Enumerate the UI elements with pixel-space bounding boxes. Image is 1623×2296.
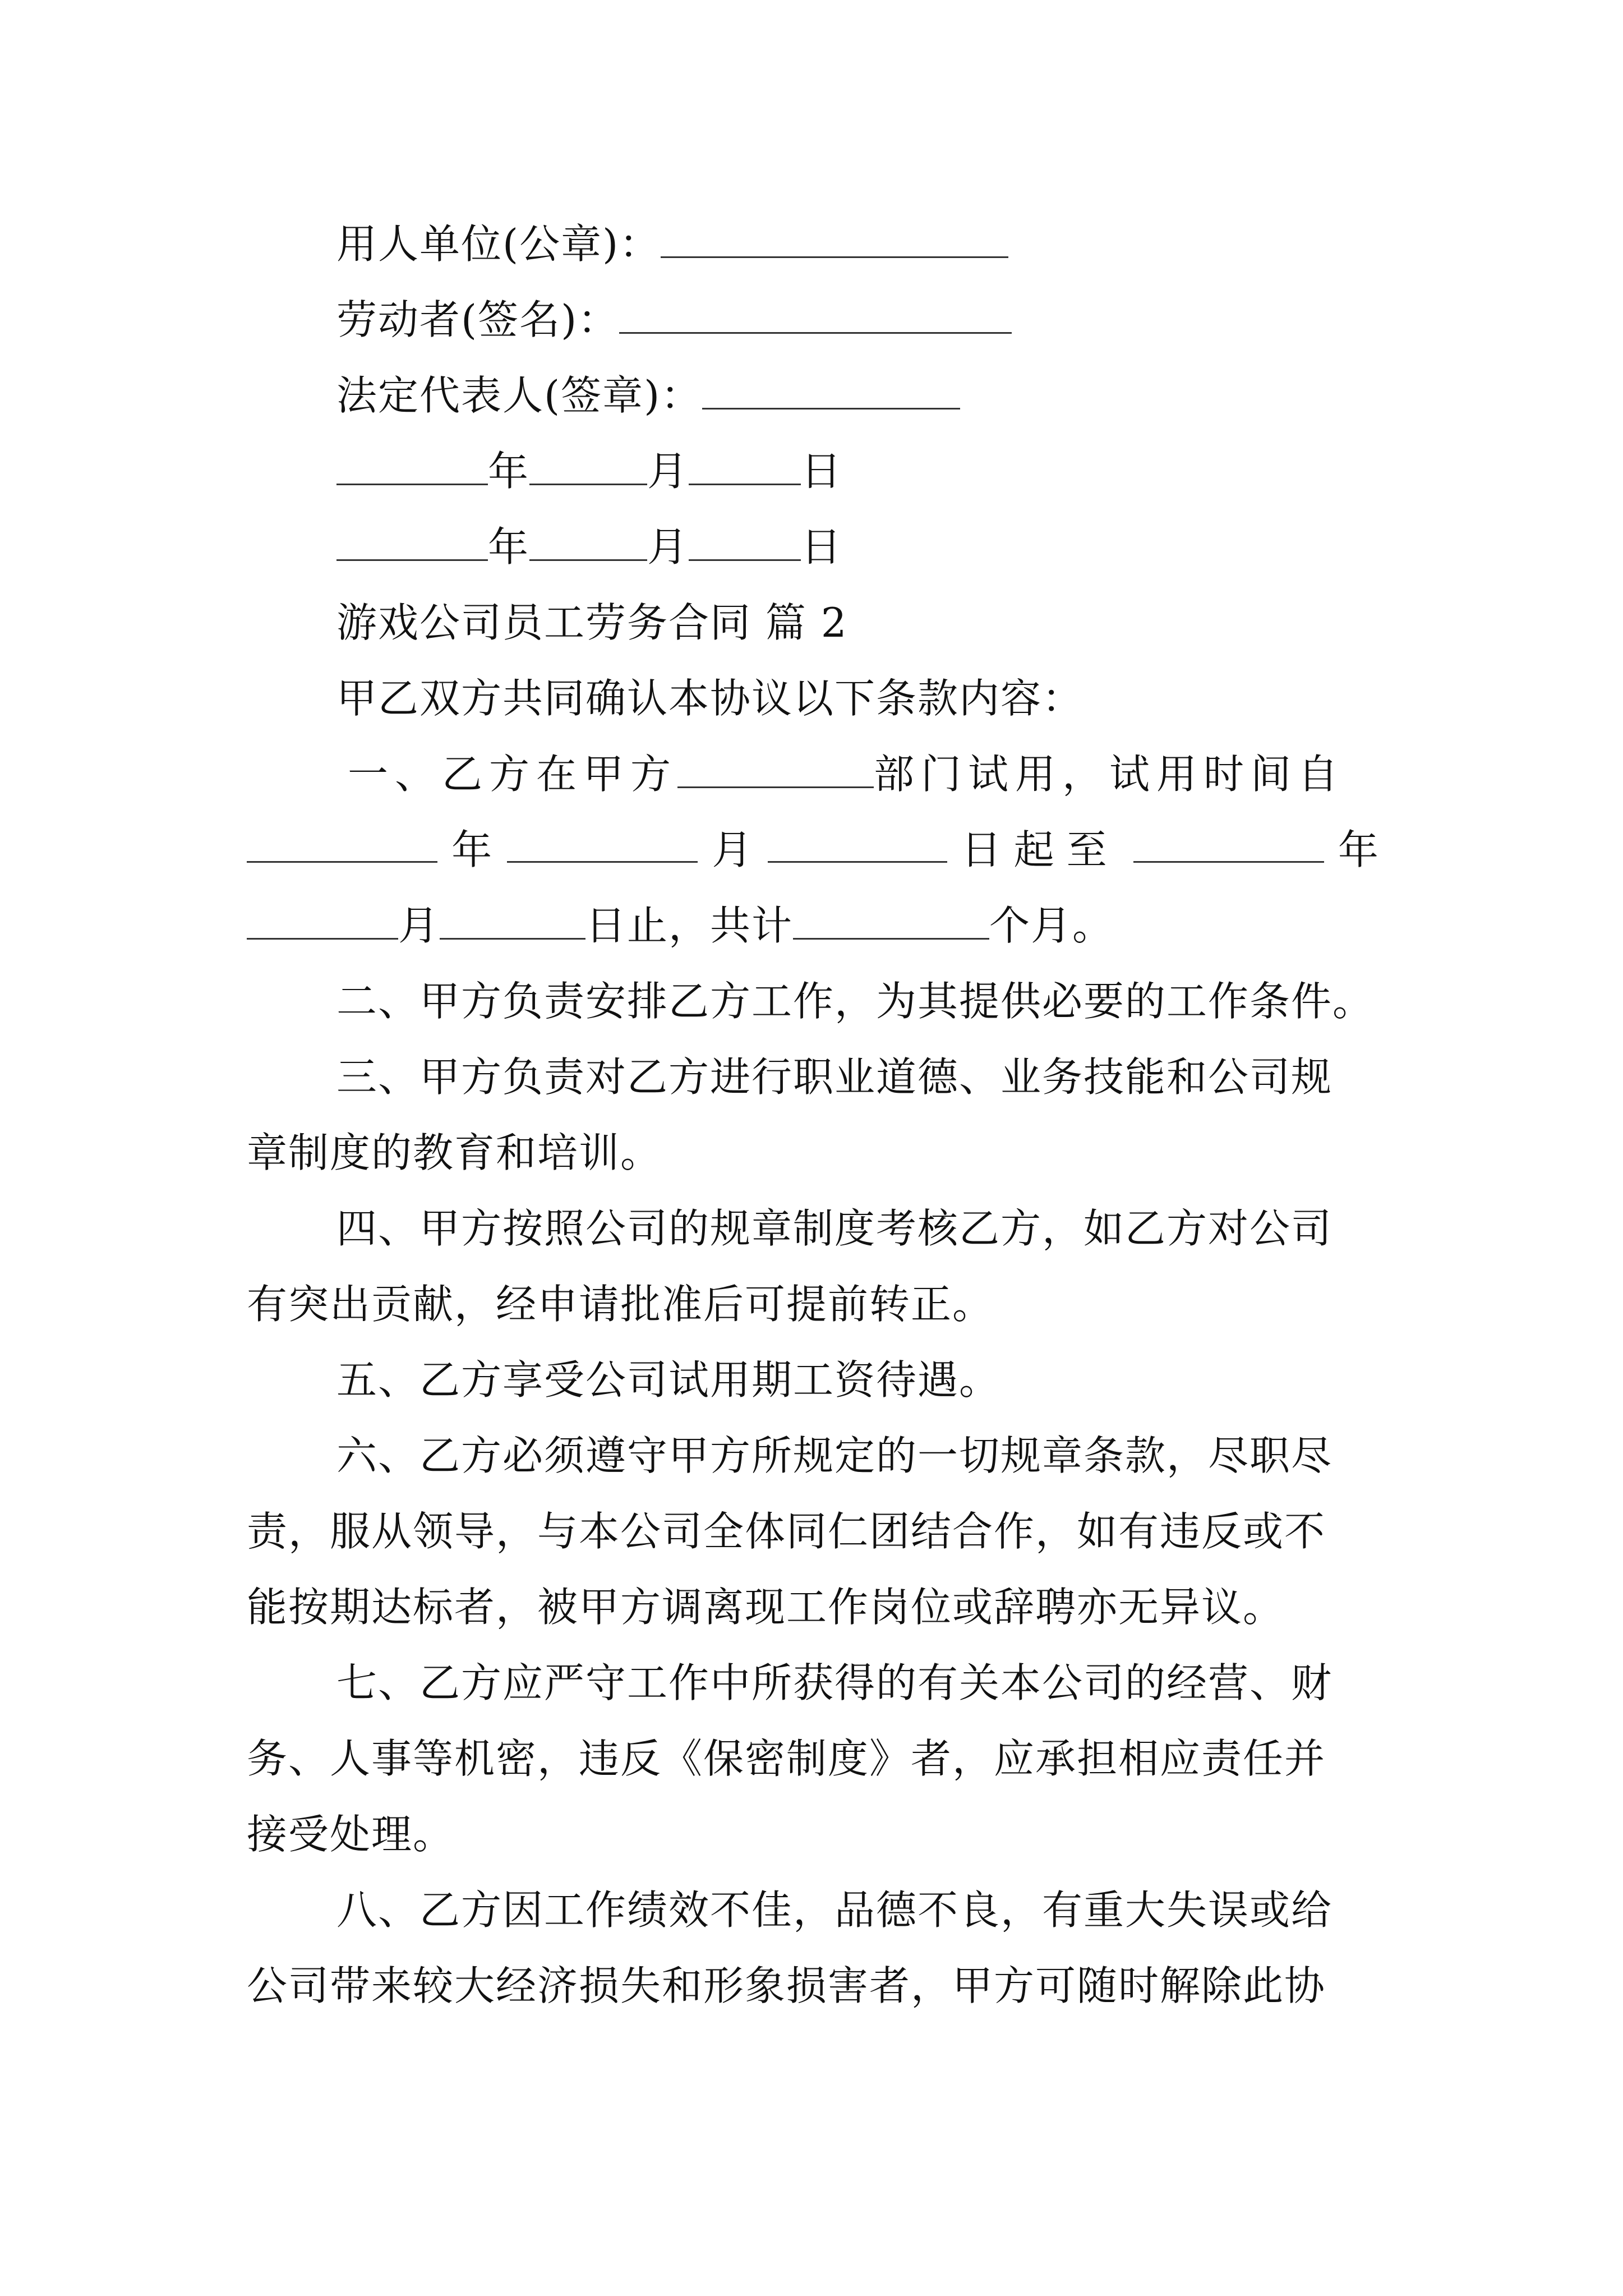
clause-1-line-3 [247, 898, 1380, 954]
start-month-label: 月 [712, 826, 754, 873]
clause-7-line-1: 七、乙方应严守工作中所获得的有关本公司的经营、财 [336, 1659, 1333, 1706]
months-suffix: 个月。 [989, 902, 1114, 949]
employer-label: 用人单位(公章)： [336, 220, 661, 268]
end-month-label: 月 [398, 902, 440, 949]
clause-1-text-a: 一、乙方在甲方 [348, 751, 678, 798]
legal-rep-label: 法定代表人(签章)： [336, 372, 703, 419]
worker-signature-line [336, 292, 1380, 348]
clause-7-line-3: 接受处理。 [247, 1811, 455, 1858]
end-month-blank [247, 899, 398, 940]
clause-3-line-2: 章制度的教育和培训。 [247, 1129, 662, 1176]
clause-1-line-1 [336, 746, 1380, 802]
clause-6-line-1: 六、乙方必须遵守甲方所规定的一切规章条款，尽职尽 [336, 1432, 1333, 1479]
department-blank [677, 747, 874, 788]
clause-1-line-2 [247, 822, 1380, 878]
clause-5: 五、乙方享受公司试用期工资待遇。 [336, 1356, 1001, 1404]
start-day-blank [768, 822, 947, 863]
clause-8-line-2: 公司带来较大经济损失和形象损害者，甲方可随时解除此协 [247, 1962, 1326, 2009]
worker-label: 劳动者(签名)： [336, 296, 620, 343]
end-day-blank [440, 899, 585, 940]
year-blank [336, 520, 488, 561]
clause-6-line-3: 能按期达标者，被甲方调离现工作岗位或辞聘亦无异议。 [247, 1584, 1285, 1631]
clause-4-line-1: 四、甲方按照公司的规章制度考核乙方，如乙方对公司 [336, 1205, 1333, 1252]
worker-blank [619, 293, 1012, 334]
year-label: 年 [488, 523, 530, 570]
month-label: 月 [647, 523, 689, 570]
clause-8-line-1: 八、乙方因工作绩效不佳，品德不良，有重大失误或给 [336, 1887, 1333, 1934]
start-year-label: 年 [451, 826, 494, 873]
end-year-label: 年 [1338, 826, 1380, 873]
start-day-label: 日起至 [961, 826, 1119, 873]
day-label: 日 [801, 448, 843, 495]
day-blank [689, 444, 801, 485]
month-blank [529, 520, 647, 561]
clause-6-line-2: 责，服从领导，与本公司全体同仁团结合作，如有违反或不 [247, 1508, 1326, 1555]
end-year-blank [1133, 822, 1324, 863]
intro-text: 甲乙双方共同确认本协议以下条款内容： [336, 675, 1084, 722]
employer-blank [661, 217, 1008, 258]
clause-2: 二、甲方负责安排乙方工作，为其提供必要的工作条件。 [336, 978, 1375, 1025]
year-blank [336, 444, 488, 485]
year-label: 年 [488, 448, 530, 495]
start-year-blank [247, 822, 437, 863]
clause-7-line-2: 务、人事等机密，违反《保密制度》者，应承担相应责任并 [247, 1735, 1326, 1782]
months-blank [793, 899, 989, 940]
day-blank [689, 520, 801, 561]
month-label: 月 [647, 448, 689, 495]
employer-signature-line [336, 216, 1380, 272]
end-day-label: 日止，共计 [585, 902, 794, 949]
date-line-1 [336, 443, 1380, 499]
day-label: 日 [801, 523, 843, 570]
month-blank [529, 444, 647, 485]
section-title: 游戏公司员工劳务合同 篇 2 [336, 599, 848, 646]
legal-rep-blank [702, 369, 960, 409]
date-line-2 [336, 519, 1380, 575]
start-month-blank [507, 822, 698, 863]
clause-1-text-b: 部门试用，试用时间自 [874, 751, 1345, 798]
clause-3-line-1: 三、甲方负责对乙方进行职业道德、业务技能和公司规 [336, 1053, 1333, 1101]
clause-4-line-2: 有突出贡献，经申请批准后可提前转正。 [247, 1281, 994, 1328]
legal-rep-signature-line [336, 367, 1380, 424]
